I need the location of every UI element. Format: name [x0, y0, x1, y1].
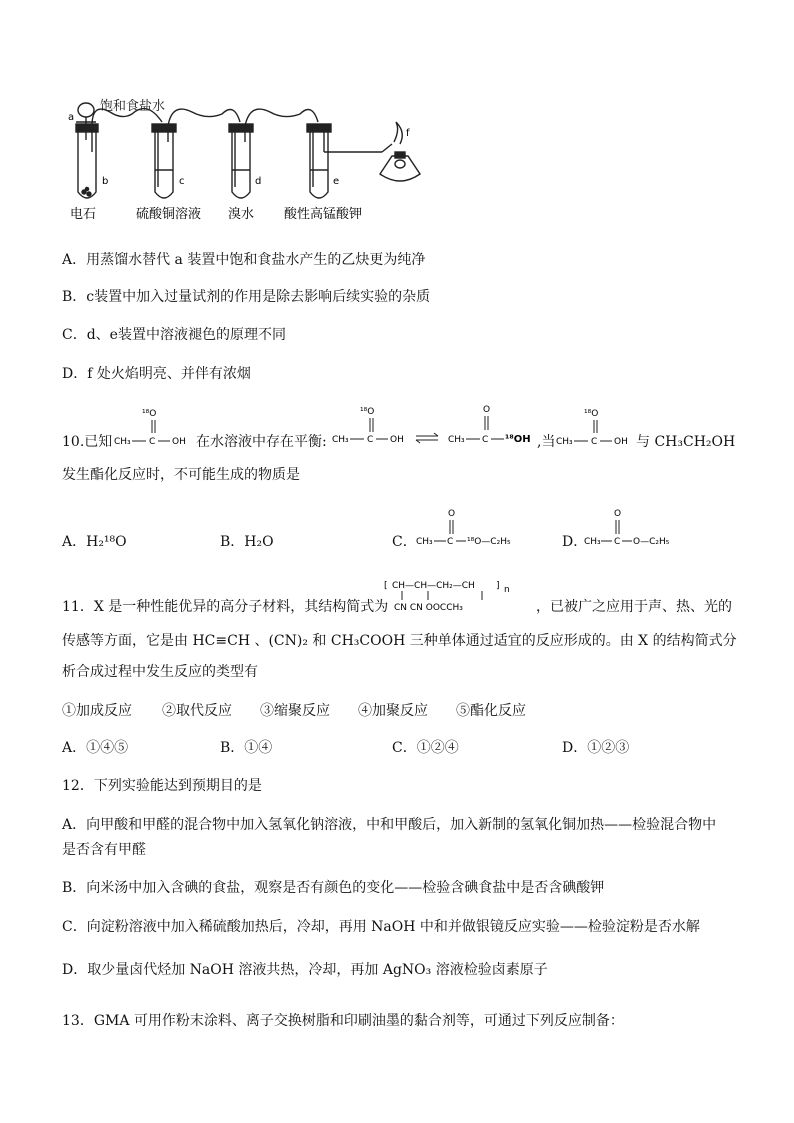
- q10-stem-prefix: 10.已知: [62, 434, 113, 450]
- figure-letter-b: b: [102, 176, 109, 187]
- q11-type-4: ④加聚反应: [358, 703, 428, 719]
- q11-stem-line2: 传感等方面，它是由 HC≡CH 、(CN)₂ 和 CH₃COOH 三种单体通过适宜的反应形成的。由 X 的结构简式分: [62, 633, 737, 649]
- q10-option-d-formula: [584, 506, 704, 552]
- polymer-substituents: CN CN OOCCH₃: [394, 603, 463, 613]
- q11-option-a: A．①④⑤: [62, 740, 129, 756]
- q11-option-c: C．①②④: [392, 740, 459, 756]
- tube-copper-sulfate: [152, 109, 240, 198]
- tube-kmno4: [307, 124, 392, 198]
- dropping-funnel: [76, 103, 96, 140]
- q9-option-b: B．c装置中加入过量试剂的作用是除去影响后续实验的杂质: [62, 289, 431, 305]
- chem-c: C: [367, 435, 374, 445]
- chem-ch3: CH₃: [584, 537, 601, 547]
- label-calcium-carbide: 电石: [70, 207, 97, 222]
- q11-option-d: D．①②③: [562, 740, 630, 756]
- q12-option-b: B．向米汤中加入含碘的食盐，观察是否有颜色的变化——检验含碘食盐中是否含碘酸钾: [62, 880, 605, 896]
- chem-o: O: [614, 509, 622, 519]
- q10-equilibrium: [330, 404, 540, 452]
- polymer-n: n: [504, 585, 510, 595]
- q10-option-c-formula: [414, 506, 554, 552]
- chem-o18: ¹⁸O: [584, 409, 599, 419]
- chem-18oh: ¹⁸OH: [505, 434, 531, 445]
- chem-ch3: CH₃: [416, 537, 433, 547]
- polymer-backbone: CH—CH—CH₂—CH: [392, 581, 475, 591]
- q10-stem-ethanol: 与 CH₃CH₂OH: [636, 434, 736, 450]
- chem-oh: OH: [390, 435, 404, 445]
- chem-c: C: [149, 437, 156, 447]
- q12-option-c: C．向淀粉溶液中加入稀硫酸加热后，冷却，再用 NaOH 中和并做银镜反应实验——检验淀粉是否水解: [62, 919, 700, 935]
- q10-acid-18o-formula-2: [552, 406, 642, 452]
- chem-oh: OH: [614, 437, 628, 447]
- label-copper-sulfate: 硫酸铜溶液: [136, 207, 202, 222]
- label-kmno4: 酸性高锰酸钾: [284, 207, 363, 222]
- tube-bromine-water: [229, 109, 318, 198]
- chem-ch3: CH₃: [556, 437, 573, 447]
- label-bromine-water: 溴水: [228, 207, 255, 222]
- chem-c: C: [591, 437, 598, 447]
- q10-option-d: D．: [562, 534, 588, 550]
- q11-option-b: B．①④: [220, 740, 273, 756]
- q11-stem-part1: 11．X 是一种性能优异的高分子材料，其结构简式为: [62, 599, 389, 615]
- q12-option-a-line1: A．向甲酸和甲醛的混合物中加入氢氧化钠溶液，中和甲酸后，加入新制的氢氧化铜加热——检验混合物中: [62, 817, 717, 833]
- q10-option-c: C．: [392, 534, 417, 550]
- apparatus-figure: [62, 92, 442, 222]
- chem-ch3: CH₃: [114, 437, 131, 447]
- chem-c: C: [482, 435, 489, 445]
- chem-o18: ¹⁸O: [142, 409, 157, 419]
- q9-option-a: A．用蒸馏水替代 a 装置中饱和食盐水产生的乙炔更为纯净: [62, 252, 426, 268]
- figure-letter-a: a: [68, 112, 75, 123]
- chem-oh: OH: [172, 437, 186, 447]
- chem-c: C: [447, 537, 454, 547]
- q11-stem-line3: 析合成过程中发生反应的类型有: [62, 664, 258, 680]
- alcohol-lamp: [380, 122, 420, 181]
- q9-option-c: C．d、e装置中溶液褪色的原理不同: [62, 327, 286, 343]
- figure-letter-f: f: [406, 128, 410, 139]
- q12-option-d: D．取少量卤代烃加 NaOH 溶液共热，冷却，再加 AgNO₃ 溶液检验卤素原子: [62, 962, 548, 978]
- q11-type-5: ⑤酯化反应: [456, 703, 526, 719]
- bracket-left-icon: [: [384, 581, 388, 591]
- q10-option-b: B．H₂O: [220, 534, 274, 550]
- q10-stem-line2: 发生酯化反应时，不可能生成的物质是: [62, 467, 300, 483]
- figure-letter-e: e: [333, 176, 340, 187]
- chem-ch3: CH₃: [448, 435, 465, 445]
- q11-type-2: ②取代反应: [162, 703, 232, 719]
- figure-top-label: 饱和食盐水: [100, 99, 166, 114]
- chem-ch3: CH₃: [332, 435, 349, 445]
- chem-c: C: [614, 537, 621, 547]
- bracket-right-icon: ]: [496, 581, 500, 591]
- q10-stem-middle: 在水溶液中存在平衡:: [196, 434, 327, 450]
- chem-o18: ¹⁸O: [360, 407, 375, 417]
- chem-18o-ethyl: ¹⁸O—C₂H₅: [467, 537, 511, 547]
- chem-o: O: [483, 405, 491, 415]
- q10-acid-18o-formula-1: [110, 406, 200, 452]
- q12-option-a-line2: 是否含有甲醛: [62, 842, 146, 858]
- q10-option-a: A．H₂¹⁸O: [62, 534, 127, 550]
- q11-polymer-formula: [384, 576, 534, 616]
- q10-stem-when: ,当: [537, 434, 556, 450]
- q11-stem-part2: ，已被广之应用于声、热、光的: [536, 599, 732, 615]
- q11-type-1: ①加成反应: [62, 703, 132, 719]
- q11-type-3: ③缩聚反应: [260, 703, 330, 719]
- q12-stem: 12．下列实验能达到预期目的是: [62, 778, 262, 794]
- q9-option-d: D．f 处火焰明亮、并伴有浓烟: [62, 366, 251, 382]
- figure-letter-d: d: [255, 176, 262, 187]
- figure-letter-c: c: [179, 176, 185, 187]
- chem-o: O: [448, 509, 456, 519]
- q13-stem: 13．GMA 可用作粉末涂料、离子交换树脂和印刷油墨的黏合剂等，可通过下列反应制备：: [62, 1013, 624, 1029]
- chem-o-ethyl: O—C₂H₅: [633, 537, 670, 547]
- equilibrium-arrow-icon: [416, 433, 438, 443]
